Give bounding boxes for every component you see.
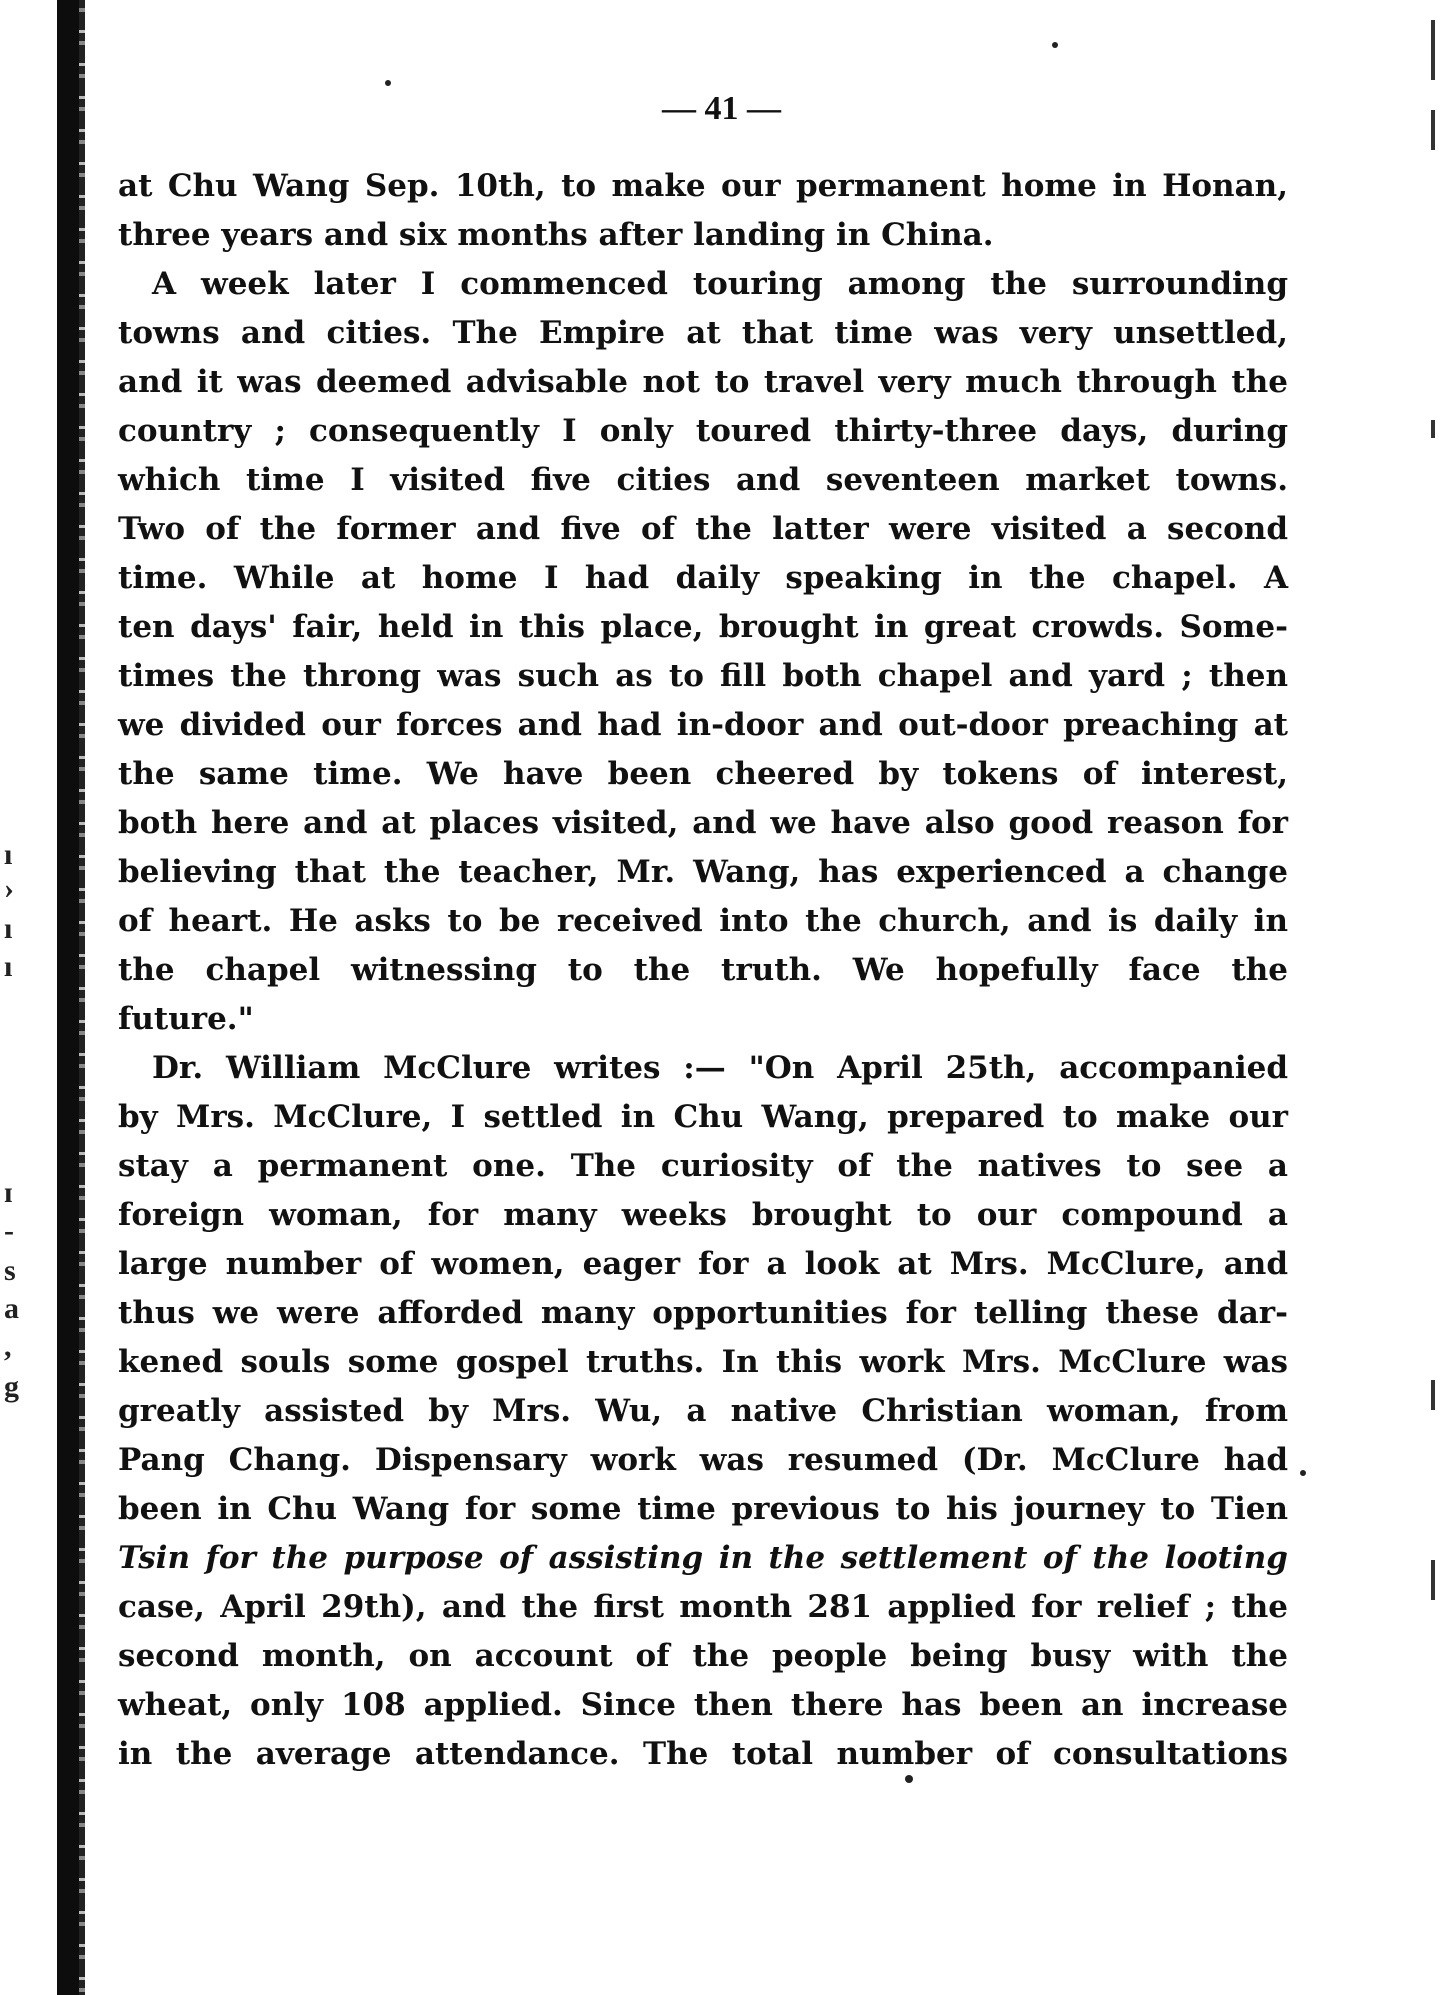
margin-fragment: ı: [4, 912, 13, 945]
text-line: Pang Chang. Dispensary work was resumed (Dr. McClure had: [118, 1442, 1288, 1478]
edge-speck: [1431, 420, 1435, 438]
text-line: stay a permanent one. The curiosity of the natives to see a: [118, 1148, 1288, 1184]
text-line: of heart. He asks to be received into the church, and is daily in: [118, 903, 1288, 939]
text-line: the chapel witnessing to the truth. We hopefully face the: [118, 952, 1288, 988]
margin-fragment: ı: [4, 950, 13, 983]
speck: [385, 80, 391, 86]
speck: [1052, 42, 1058, 48]
text-line: second month, on account of the people being busy with the: [118, 1638, 1288, 1674]
margin-fragment: ,: [4, 1330, 12, 1363]
text-line: kened souls some gospel truths. In this work Mrs. McClure was: [118, 1344, 1288, 1380]
text-line: believing that the teacher, Mr. Wang, has experienced a change: [118, 854, 1288, 890]
text-line: three years and six months after landing in China.: [118, 217, 994, 253]
margin-fragment: s: [4, 1254, 16, 1287]
text-line: greatly assisted by Mrs. Wu, a native Christian woman, from: [118, 1393, 1288, 1429]
text-line: both here and at places visited, and we have also good reason for: [118, 805, 1288, 841]
margin-fragment: g: [4, 1370, 19, 1403]
text-line: by Mrs. McClure, I settled in Chu Wang, prepared to make our: [118, 1099, 1288, 1135]
edge-speck: [1431, 20, 1435, 80]
edge-speck: [1431, 1380, 1435, 1410]
page-number: — 41 —: [662, 90, 781, 127]
text-line: at Chu Wang Sep. 10th, to make our permanent home in Honan,: [118, 168, 1288, 204]
text-line: large number of women, eager for a look at Mrs. McClure, and: [118, 1246, 1288, 1282]
text-line: future.": [118, 1001, 254, 1037]
speck: [1300, 1470, 1306, 1476]
text-line: Dr. William McClure writes :— "On April 25th, accompanied: [152, 1050, 1288, 1086]
text-line: A week later I commenced touring among the surrounding: [152, 266, 1288, 302]
text-line: Two of the former and five of the latter were visited a second: [118, 511, 1288, 547]
text-line: foreign woman, for many weeks brought to our compound a: [118, 1197, 1288, 1233]
margin-fragment: a: [4, 1292, 19, 1325]
text-line: which time I visited five cities and seventeen market towns.: [118, 462, 1288, 498]
body-text: [118, 162, 1288, 1779]
text-line: the same time. We have been cheered by tokens of interest,: [118, 756, 1288, 792]
text-line: thus we were afforded many opportunities for telling these dar-: [118, 1295, 1288, 1331]
text-line: we divided our forces and had in-door and out-door preaching at: [118, 707, 1288, 743]
margin-fragment: ɪ: [4, 1176, 13, 1209]
text-line: country ; consequently I only toured thirty-three days, during: [118, 413, 1288, 449]
text-line: in the average attendance. The total number of consultations: [118, 1736, 1288, 1772]
edge-speck: [1431, 1560, 1435, 1600]
binding-edge: [57, 0, 79, 1995]
text-line: towns and cities. The Empire at that time was very unsettled,: [118, 315, 1288, 351]
text-line: wheat, only 108 applied. Since then there has been an increase: [118, 1687, 1288, 1723]
text-line: times the throng was such as to fill both chapel and yard ; then: [118, 658, 1288, 694]
text-line: ten days' fair, held in this place, brought in great crowds. Some-: [118, 609, 1288, 645]
text-line: case, April 29th), and the first month 281 applied for relief ; the: [118, 1589, 1288, 1625]
text-line: time. While at home I had daily speaking in the chapel. A: [118, 560, 1288, 596]
text-line: and it was deemed advisable not to travel very much through the: [118, 364, 1288, 400]
text-line: been in Chu Wang for some time previous to his journey to Tien: [118, 1491, 1288, 1527]
margin-fragment: ı: [4, 838, 13, 871]
text-line: Tsin for the purpose of assisting in the settlement of the looting: [118, 1540, 1288, 1576]
margin-fragment: -: [4, 1214, 14, 1247]
margin-fragment: ›: [4, 872, 14, 905]
